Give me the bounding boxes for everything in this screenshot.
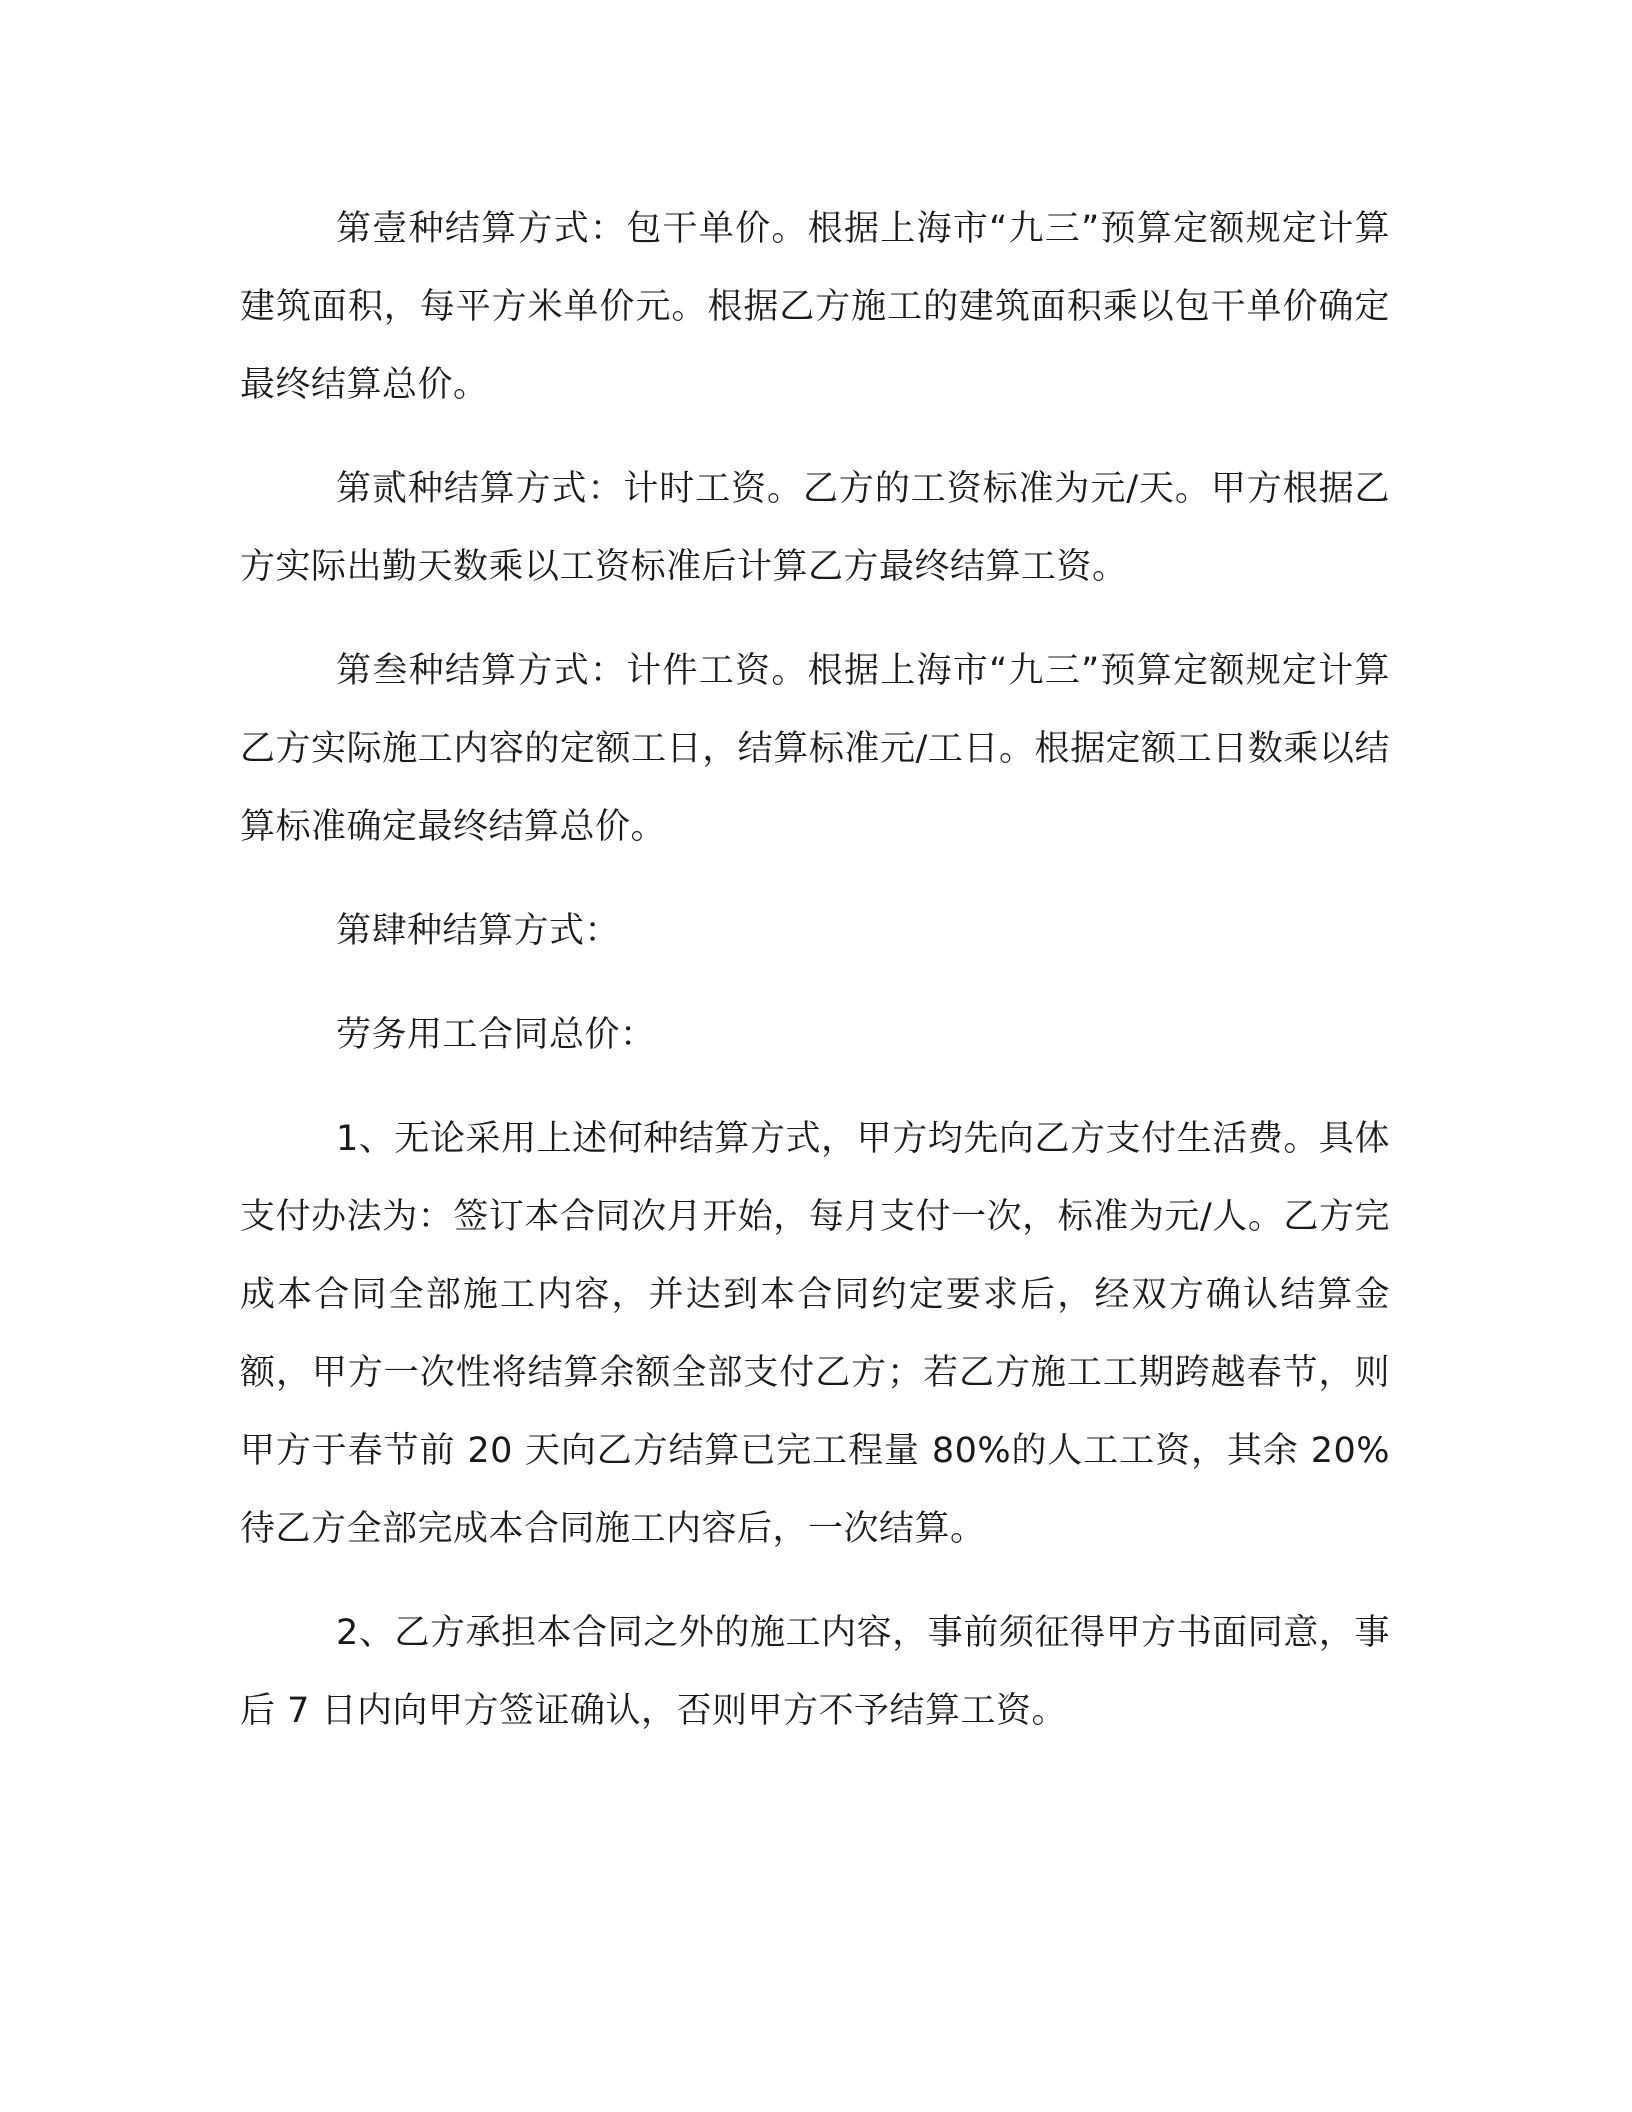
paragraph-settlement-method-3: 第叁种结算方式：计件工资。根据上海市“九三”预算定额规定计算乙方实际施工内容的定额工日，结算标准元/工日。根据定额工日数乘以结算标准确定最终结算总价。 <box>240 651 1390 847</box>
paragraph-clause-2: 2、乙方承担本合同之外的施工内容，事前须征得甲方书面同意，事后 7 日内向甲方签证确认，否则甲方不予结算工资。 <box>240 1613 1390 1731</box>
paragraph-settlement-method-2: 第贰种结算方式：计时工资。乙方的工资标准为元/天。甲方根据乙方实际出勤天数乘以工资标准后计算乙方最终结算工资。 <box>240 469 1390 587</box>
paragraph-contract-total-price: 劳务用工合同总价： <box>336 1015 656 1055</box>
document-body <box>240 190 1390 1776</box>
paragraph-clause-1: 1、无论采用上述何种结算方式，甲方均先向乙方支付生活费。具体支付办法为：签订本合同次月开始，每月支付一次，标准为元/人。乙方完成本合同全部施工内容，并达到本合同约定要求后，经双方确认结算金额，甲方一次性将结算余额全部支付乙方；若乙方施工工期跨越春节，则甲方于春节前 20 天向乙方结算已完工程量 80%的人工工资，其余 20%待乙方全部完成本合同施工内容后，一次结算。 <box>240 1119 1390 1549</box>
paragraph-settlement-method-1: 第壹种结算方式：包干单价。根据上海市“九三”预算定额规定计算建筑面积，每平方米单价元。根据乙方施工的建筑面积乘以包干单价确定最终结算总价。 <box>240 209 1390 405</box>
paragraph-settlement-method-4: 第肆种结算方式： <box>336 911 621 951</box>
